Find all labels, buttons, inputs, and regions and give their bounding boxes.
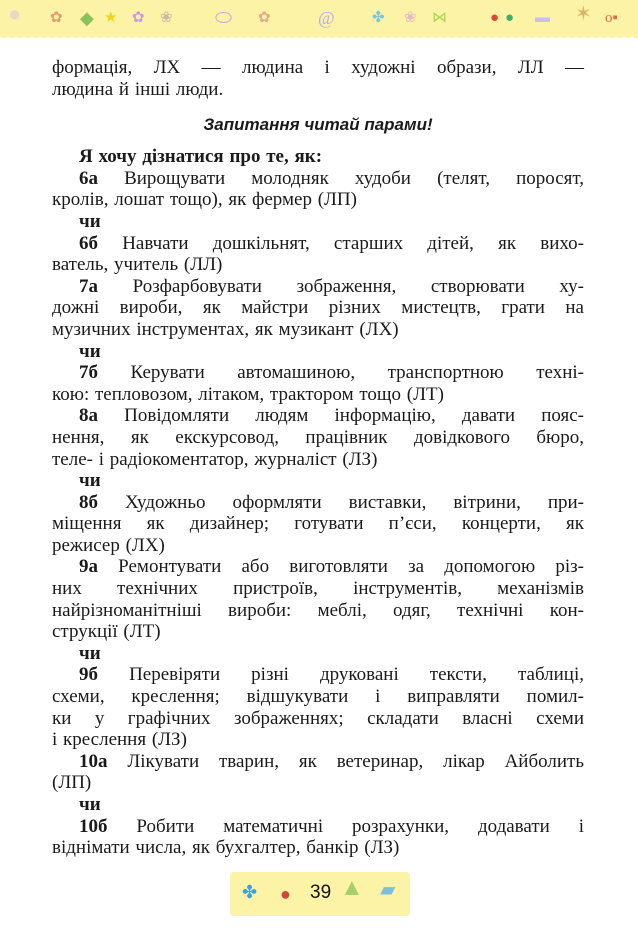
question-label: 10б xyxy=(79,815,108,837)
question-label: 8б xyxy=(79,491,98,513)
or-separator: чи xyxy=(79,794,101,815)
question-text: Навчати дошкільнят, старших дітей, як вихо- xyxy=(122,232,584,254)
leaf-icon: ◆ xyxy=(80,8,94,28)
clover-icon: ✤ xyxy=(372,10,385,26)
question-text: Перевіряти різні друковані тексти, таблиці, xyxy=(129,664,585,686)
daisy-icon: ❀ xyxy=(160,10,173,26)
intro-line: людина й інші люди. xyxy=(52,78,224,100)
question-line xyxy=(52,319,584,341)
crayon-icon: ▰ xyxy=(380,879,396,901)
question-line xyxy=(52,621,584,643)
question-line xyxy=(52,492,584,514)
pearl-icon: ● xyxy=(8,1,22,26)
question-text: кою: тепловозом, літаком, трактором тощо (ЛТ) xyxy=(52,383,444,405)
question-line xyxy=(52,556,584,578)
question-item xyxy=(52,492,584,557)
question-item xyxy=(52,168,584,211)
question-item xyxy=(52,405,584,470)
section-title: Запитання читай парами! xyxy=(203,115,433,135)
question-item xyxy=(52,556,584,642)
question-text: режисер (ЛХ) xyxy=(52,534,165,556)
maple-leaf-icon: ✶ xyxy=(575,3,592,25)
question-line xyxy=(52,384,584,406)
petal-icon: ⬭ xyxy=(215,7,233,29)
question-label: 9б xyxy=(79,664,98,686)
swirl-icon: @ xyxy=(318,8,335,28)
question-item xyxy=(52,816,584,859)
question-item xyxy=(52,751,584,794)
question-line xyxy=(52,686,584,708)
question-text: Керувати автомашиною, транспортною техні- xyxy=(130,362,585,384)
question-line xyxy=(52,254,584,276)
question-text: струкції (ЛТ) xyxy=(52,621,161,643)
question-line xyxy=(52,751,584,773)
question-line xyxy=(52,297,584,319)
question-label: 8а xyxy=(79,405,98,427)
question-text: них технічних пристроїв, інструментів, механізмів xyxy=(52,578,584,600)
page-number-badge xyxy=(230,872,410,916)
bow-icon: ⋈ xyxy=(432,10,447,26)
question-line xyxy=(52,729,584,751)
question-line xyxy=(52,362,584,384)
or-separator: чи xyxy=(79,642,101,664)
question-text: віднімати числа, як бухгалтер, банкір (ЛЗ) xyxy=(52,837,400,859)
leaf-icon: ▲ xyxy=(340,875,364,901)
intro-line: формація, ЛХ — людина і художні образи, ЛЛ — xyxy=(52,57,584,78)
or-separator: чи xyxy=(79,210,101,232)
question-line xyxy=(52,664,584,686)
question-text: Лікувати тварин, як ветеринар, лікар Айболить xyxy=(127,750,584,772)
question-label: 7а xyxy=(79,275,98,297)
question-text: ки у графічних зображеннях; складати власні схеми xyxy=(52,707,584,729)
question-line xyxy=(52,708,584,730)
question-item xyxy=(52,233,584,276)
flower-icon: ✿ xyxy=(258,10,271,26)
question-line xyxy=(52,578,584,600)
question-text: Художньо оформляти виставки, вітрини, при- xyxy=(124,491,584,513)
question-text: найрізноманітніші вироби: меблі, одяг, технічні кон- xyxy=(52,599,584,621)
flower-icon: ✿ xyxy=(50,10,63,26)
question-line xyxy=(52,427,584,449)
question-item xyxy=(52,362,584,405)
clover-icon: ✤ xyxy=(242,882,258,902)
lead-text: Я хочу дізнатися про те, як: xyxy=(79,146,323,168)
question-text: кролів, лошат тощо), як фермер (ЛП) xyxy=(52,189,357,211)
question-item xyxy=(52,664,584,750)
page-number: 39 xyxy=(310,882,332,903)
question-text: (ЛП) xyxy=(52,772,92,794)
bead-icon: ● xyxy=(280,884,291,904)
question-text: Вирощувати молодняк худоби (телят, поросят, xyxy=(124,167,585,189)
question-item xyxy=(52,276,584,341)
question-line xyxy=(52,276,584,298)
question-line xyxy=(52,168,584,190)
flower-icon: ✿ xyxy=(132,10,145,26)
question-line xyxy=(52,600,584,622)
question-line xyxy=(52,535,584,557)
question-line xyxy=(52,405,584,427)
question-text: Ремонтувати або виготовляти за допомогою різ- xyxy=(118,556,584,578)
question-text: Повідомляти людям інформацію, давати пояс- xyxy=(124,405,585,427)
question-text: Робити математичні розрахунки, додавати і xyxy=(136,815,585,837)
question-label: 6б xyxy=(79,232,98,254)
confetti-icon: o▪ xyxy=(605,10,618,26)
question-line xyxy=(52,837,584,859)
question-text: і креслення (ЛЗ) xyxy=(52,729,187,751)
question-text: міщення як дизайнер; готувати п’єси, концерти, як xyxy=(52,513,584,535)
question-label: 9а xyxy=(79,556,98,578)
page-text xyxy=(52,57,584,859)
question-line xyxy=(52,772,584,794)
question-line xyxy=(52,233,584,255)
question-line xyxy=(52,189,584,211)
question-line xyxy=(52,816,584,838)
question-label: 7б xyxy=(79,362,98,384)
question-label: 10а xyxy=(79,750,108,772)
question-label: 6а xyxy=(79,167,98,189)
question-line xyxy=(52,513,584,535)
stick-icon: ▬ xyxy=(535,10,550,26)
flower-icon: ❀ xyxy=(404,10,417,26)
question-text: нення, як екскурсовод, працівник довідкового бюро, xyxy=(52,426,584,448)
bead-icon: ● xyxy=(505,10,515,26)
or-separator: чи xyxy=(79,340,101,362)
question-text: дожні вироби, як майстри різних мистецтв, грати на xyxy=(52,297,584,319)
question-text: схеми, креслення; відшукувати і виправляти помил- xyxy=(52,686,584,708)
decorative-header-banner xyxy=(0,0,638,36)
question-text: ватель, учитель (ЛЛ) xyxy=(52,254,223,276)
star-icon: ★ xyxy=(104,10,118,26)
question-line xyxy=(52,449,584,471)
question-text: теле- і радіокоментатор, журналіст (ЛЗ) xyxy=(52,448,378,470)
question-text: Розфарбовувати зображення, створювати ху- xyxy=(132,275,585,297)
bead-icon: ● xyxy=(490,10,500,26)
question-text: музичних інструментах, як музикант (ЛХ) xyxy=(52,318,399,340)
or-separator: чи xyxy=(79,470,101,492)
